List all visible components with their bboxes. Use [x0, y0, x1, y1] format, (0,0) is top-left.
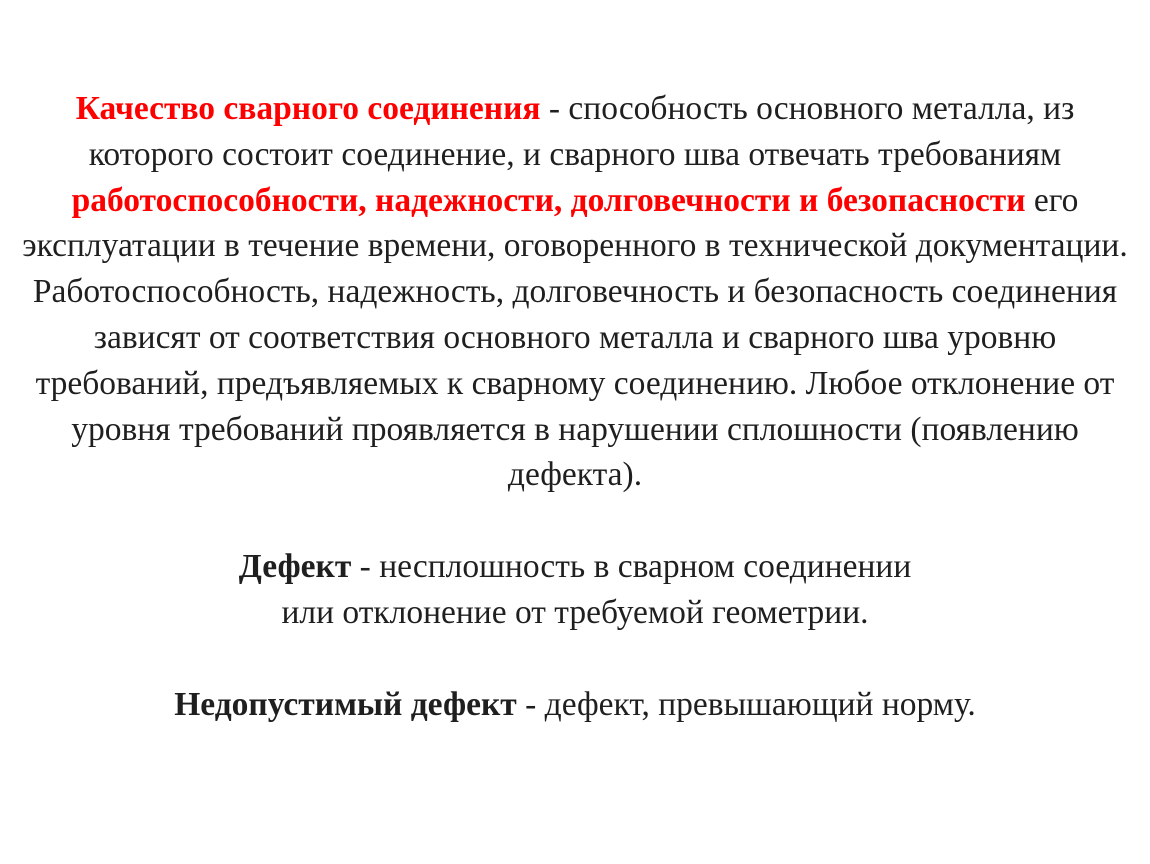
unacceptable-defect-text: - дефект, превышающий норму.: [516, 685, 976, 723]
defect-text-line1: - несплошность в сварном соединении: [351, 548, 912, 586]
quality-highlight: работоспособности, надежности, долговечности и безопасности: [71, 181, 1026, 219]
quality-term: Качество сварного соединения: [75, 90, 541, 127]
quality-text-part2: его эксплуатации в течение времени, оговоренного в технической документации. Работоспособность, надежность, долговечность и безопасность соединения зависят от соответствия основного металла и сварного шва уровню требований, предъявляемых к сварному соединению. Любое отклонение от уровня требований проявляется в нарушении сплошности (появлению дефекта).: [22, 181, 1128, 494]
defect-term: Дефект: [238, 548, 352, 586]
quality-text-part1: - способность основного металла, из которого состоит соединение, и сварного шва отвечать требованиям: [88, 90, 1075, 173]
unacceptable-defect-definition: [22, 682, 1128, 728]
defect-definition: [22, 544, 1128, 636]
defect-text-line2: или отклонение от требуемой геометрии.: [281, 593, 869, 631]
unacceptable-defect-term: Недопустимый дефект: [174, 685, 517, 723]
quality-definition: [22, 86, 1128, 498]
